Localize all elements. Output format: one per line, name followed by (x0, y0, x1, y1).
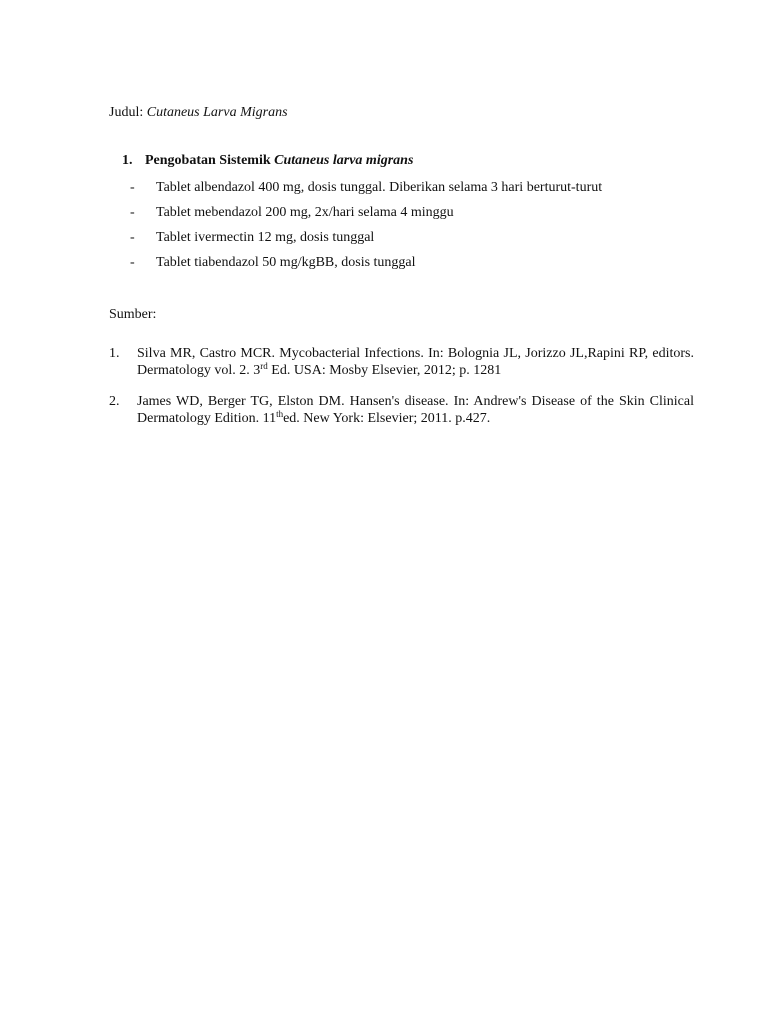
title-label: Judul: (109, 105, 144, 120)
list-item-text: Tablet mebendazol 200 mg, 2x/hari selama 4 minggu (156, 205, 454, 220)
reference-superscript: rd (260, 361, 268, 371)
reference-text-after: Ed. USA: Mosby Elsevier, 2012; p. 1281 (267, 363, 502, 378)
reference-item (109, 345, 694, 379)
reference-number: 1. (109, 346, 120, 361)
reference-list (109, 345, 694, 427)
reference-text-before: James WD, Berger TG, Elston DM. Hansen's disease. In: Andrew's Disease of the Skin Clinical Dermatology Edition. 11 (137, 394, 694, 426)
section-heading (122, 152, 413, 169)
list-item-text: Tablet tiabendazol 50 mg/kgBB, dosis tunggal (156, 255, 416, 270)
list-item (130, 254, 602, 279)
list-item (130, 204, 602, 229)
bullet-marker: - (130, 230, 135, 245)
reference-number: 2. (109, 394, 120, 409)
reference-superscript: th (276, 409, 284, 419)
section-number: 1. (122, 153, 133, 168)
document-title (109, 104, 288, 121)
sources-label: Sumber: (109, 307, 157, 322)
bullet-marker: - (130, 180, 135, 195)
section-heading-italic: Cutaneus larva migrans (274, 153, 414, 168)
bullet-marker: - (130, 205, 135, 220)
title-value: Cutaneus Larva Migrans (146, 105, 288, 120)
bullet-marker: - (130, 255, 135, 270)
reference-text-before: Silva MR, Castro MCR. Mycobacterial Infections. In: Bolognia JL, Jorizzo JL,Rapini RP, editors. Dermatology vol. 2. 3 (137, 346, 694, 378)
list-item-text: Tablet albendazol 400 mg, dosis tunggal. Diberikan selama 3 hari berturut-turut (156, 180, 603, 195)
treatment-list (130, 179, 602, 279)
list-item (130, 179, 602, 204)
section-heading-prefix: Pengobatan Sistemik (145, 153, 271, 168)
reference-text-after: ed. New York: Elsevier; 2011. p.427. (283, 411, 491, 426)
list-item-text: Tablet ivermectin 12 mg, dosis tunggal (156, 230, 375, 245)
reference-item (109, 393, 694, 427)
list-item (130, 229, 602, 254)
